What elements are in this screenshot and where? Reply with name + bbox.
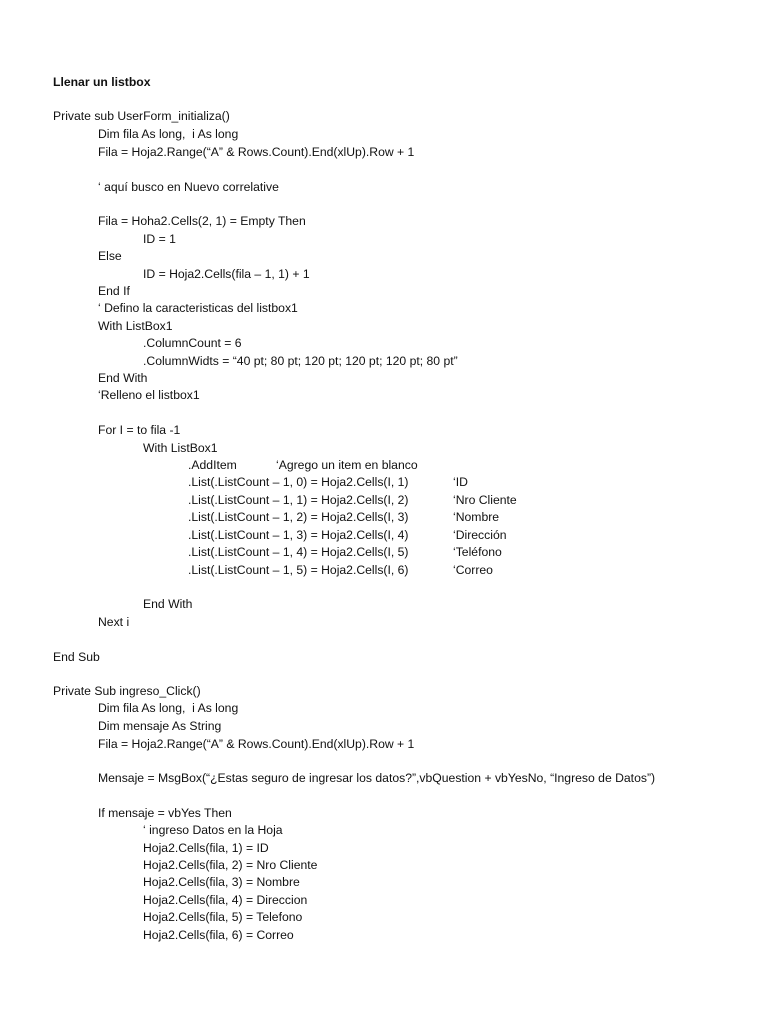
code-line: End With <box>143 597 193 611</box>
code-line: .List(.ListCount – 1, 2) = Hoja2.Cells(I, 3) <box>188 510 409 524</box>
code-line: Fila = Hoha2.Cells(2, 1) = Empty Then <box>98 214 306 228</box>
code-line: Hoja2.Cells(fila, 1) = ID <box>143 841 269 855</box>
code-line: Private Sub ingreso_Click() <box>53 684 201 698</box>
code-line: Fila = Hoja2.Range(“A” & Rows.Count).End(xlUp).Row + 1 <box>98 737 415 751</box>
code-line: Hoja2.Cells(fila, 2) = Nro Cliente <box>143 858 318 872</box>
code-line: Else <box>98 249 122 263</box>
code-line: .ColumnWidts = “40 pt; 80 pt; 120 pt; 120 pt; 120 pt; 80 pt” <box>143 354 458 368</box>
code-comment: ‘Nro Cliente <box>453 493 517 507</box>
code-line: With ListBox1 <box>98 319 173 333</box>
code-line: End If <box>98 284 130 298</box>
code-line: Hoja2.Cells(fila, 6) = Correo <box>143 928 294 942</box>
code-line: ‘ ingreso Datos en la Hoja <box>143 823 283 837</box>
code-line: ‘Relleno el listbox1 <box>98 388 200 402</box>
code-line: .List(.ListCount – 1, 3) = Hoja2.Cells(I, 4) <box>188 528 409 542</box>
code-line: .ColumnCount = 6 <box>143 336 242 350</box>
code-line: Hoja2.Cells(fila, 4) = Direccion <box>143 893 308 907</box>
code-line: .AddItem <box>188 458 237 472</box>
code-line: For I = to fila -1 <box>98 423 181 437</box>
code-line: Dim fila As long, i As long <box>98 127 239 141</box>
code-comment: ‘Correo <box>453 563 493 577</box>
code-comment: ‘Teléfono <box>453 545 502 559</box>
code-comment: ‘Agrego un item en blanco <box>276 458 418 472</box>
code-line: Next i <box>98 615 130 629</box>
code-line: Mensaje = MsgBox(“¿Estas seguro de ingresar los datos?”,vbQuestion + vbYesNo, “Ingreso de Datos”) <box>98 771 656 785</box>
code-line: ID = Hoja2.Cells(fila – 1, 1) + 1 <box>143 267 310 281</box>
code-line: Hoja2.Cells(fila, 3) = Nombre <box>143 875 300 889</box>
code-line: Dim mensaje As String <box>98 719 222 733</box>
document-title: Llenar un listbox <box>53 75 151 89</box>
code-line: If mensaje = vbYes Then <box>98 806 232 820</box>
code-line: .List(.ListCount – 1, 5) = Hoja2.Cells(I, 6) <box>188 563 409 577</box>
code-line: ID = 1 <box>143 232 176 246</box>
code-line: Private sub UserForm_initializa() <box>53 109 230 123</box>
code-line: .List(.ListCount – 1, 0) = Hoja2.Cells(I, 1) <box>188 475 409 489</box>
code-line: With ListBox1 <box>143 441 218 455</box>
code-line: End Sub <box>53 650 100 664</box>
code-line: End With <box>98 371 148 385</box>
code-line: Dim fila As long, i As long <box>98 701 239 715</box>
code-line: Fila = Hoja2.Range(“A” & Rows.Count).End(xlUp).Row + 1 <box>98 145 415 159</box>
code-line: .List(.ListCount – 1, 4) = Hoja2.Cells(I, 5) <box>188 545 409 559</box>
code-comment: ‘ID <box>453 475 468 489</box>
code-line: Hoja2.Cells(fila, 5) = Telefono <box>143 910 303 924</box>
code-line: ‘ Defino la caracteristicas del listbox1 <box>98 301 298 315</box>
code-line: .List(.ListCount – 1, 1) = Hoja2.Cells(I, 2) <box>188 493 409 507</box>
code-comment: ‘Dirección <box>453 528 507 542</box>
code-line: ‘ aquí busco en Nuevo correlative <box>98 180 279 194</box>
code-comment: ‘Nombre <box>453 510 500 524</box>
